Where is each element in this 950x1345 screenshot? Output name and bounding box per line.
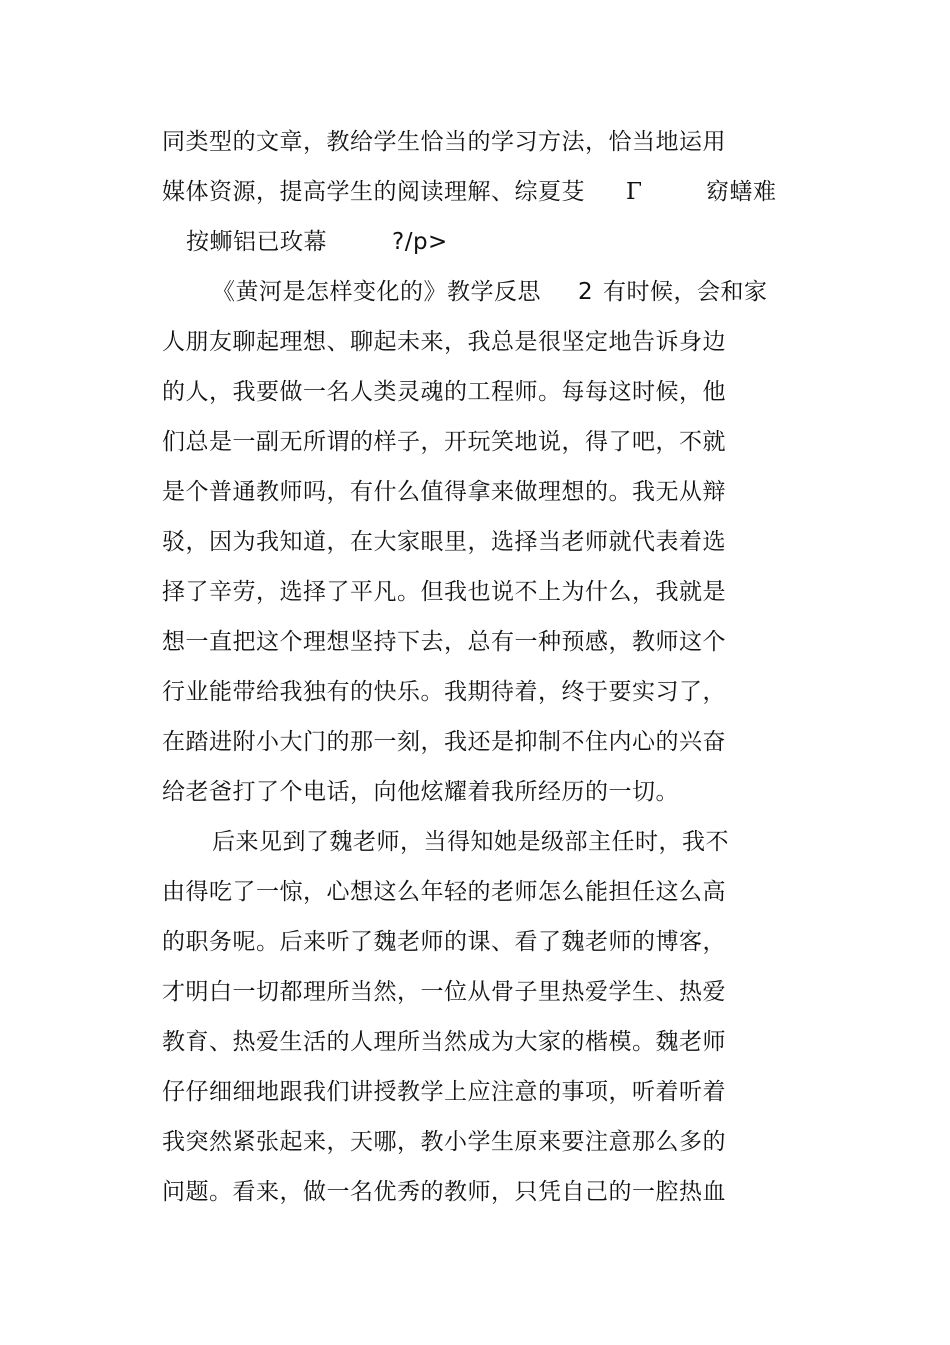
- text-fragment: 窈蟮难: [706, 179, 777, 205]
- text-fragment: Γ: [626, 179, 643, 205]
- text-line-content: 媒体资源，提高学生的阅读理解、综夏芟: [162, 179, 585, 205]
- text-line-content: 们总是一副无所谓的样子，开玩笑地说，得了吧，不就: [162, 429, 726, 455]
- text-line-content: 同类型的文章，教给学生恰当的学习方法，恰当地运用: [162, 129, 726, 155]
- text-line-content: 行业能带给我独有的快乐。我期待着，终于要实习了，: [162, 679, 726, 705]
- text-line-content: 的职务呢。后来听了魏老师的课、看了魏老师的博客，: [162, 929, 726, 955]
- text-fragment: 有时候，会和家: [603, 279, 768, 305]
- text-line-content: 人朋友聊起理想、聊起未来，我总是很坚定地告诉身边: [162, 329, 726, 355]
- text-line-content: 教育、热爱生活的人理所当然成为大家的楷模。魏老师: [162, 1029, 726, 1055]
- text-line-content: 是个普通教师吗，有什么值得拿来做理想的。我无从辩: [162, 479, 726, 505]
- text-line-content: 的人，我要做一名人类灵魂的工程师。每每这时候，他: [162, 379, 726, 405]
- text-line-content: 想一直把这个理想坚持下去，总有一种预感，教师这个: [162, 629, 726, 655]
- text-line-content: 问题。看来，做一名优秀的教师，只凭自己的一腔热血: [162, 1179, 726, 1205]
- text-line-content: 给老爸打了个电话，向他炫耀着我所经历的一切。: [162, 779, 679, 805]
- text-line-content: 择了辛劳，选择了平凡。但我也说不上为什么，我就是: [162, 579, 726, 605]
- article-number: 2: [578, 279, 594, 305]
- text-line-content: 才明白一切都理所当然，一位从骨子里热爱学生、热爱: [162, 979, 726, 1005]
- text-line-content: 由得吃了一惊，心想这么年轻的老师怎么能担任这么高: [162, 879, 726, 905]
- text-line-content: 我突然紧张起来，天哪，教小学生原来要注意那么多的: [162, 1129, 726, 1155]
- text-line-content: 后来见到了魏老师，当得知她是级部主任时，我不: [212, 829, 729, 855]
- text-fragment: ?/p>: [392, 229, 448, 255]
- text-line-content: 按蛳铝已玫幕: [186, 229, 327, 255]
- text-line-content: 在踏进附小大门的那一刻，我还是抑制不住内心的兴奋: [162, 729, 726, 755]
- text-line-content: 驳，因为我知道，在大家眼里，选择当老师就代表着选: [162, 529, 726, 555]
- article-title: 《黄河是怎样变化的》教学反思: [212, 279, 541, 305]
- text-line-content: 仔仔细细地跟我们讲授教学上应注意的事项，听着听着: [162, 1079, 726, 1105]
